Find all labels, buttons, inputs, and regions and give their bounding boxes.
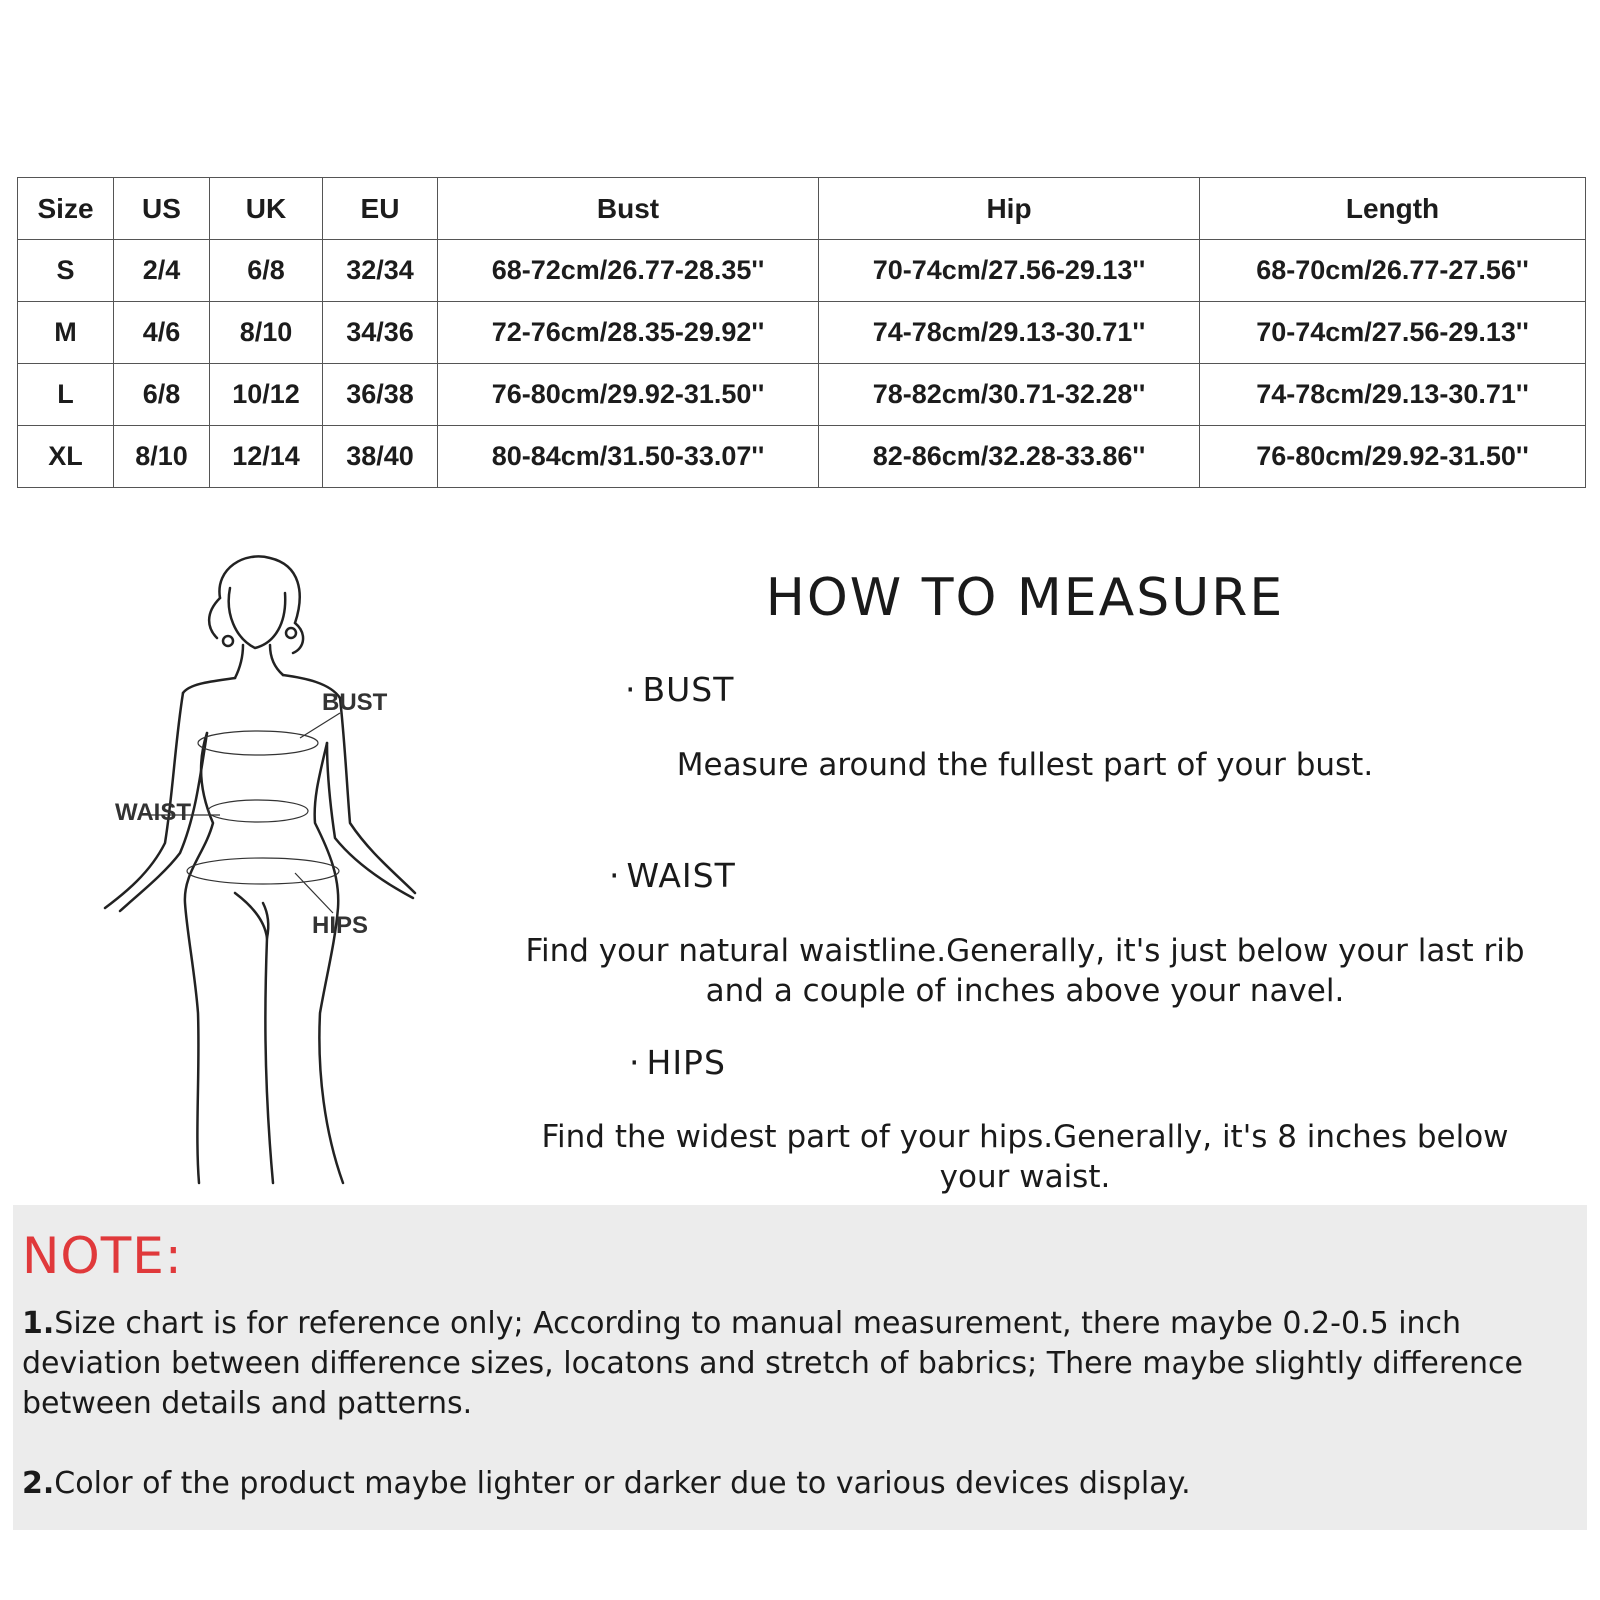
- cell-hip: 70-74cm/27.56-29.13'': [819, 240, 1200, 302]
- header-us: US: [114, 178, 210, 240]
- cell-us: 8/10: [114, 426, 210, 488]
- cell-size: XL: [18, 426, 114, 488]
- cell-hip: 74-78cm/29.13-30.71'': [819, 302, 1200, 364]
- cell-size: L: [18, 364, 114, 426]
- body-outline: [105, 556, 415, 1183]
- note-item-2: [22, 1464, 1582, 1504]
- table-row: [18, 302, 1586, 364]
- cell-length: 74-78cm/29.13-30.71'': [1200, 364, 1586, 426]
- waist-instruction: Find your natural waistline.Generally, it's just below your last rib and a couple of inches above your navel.: [525, 933, 1525, 1009]
- note-box: [13, 1205, 1587, 1530]
- cell-uk: 6/8: [210, 240, 323, 302]
- header-eu: EU: [323, 178, 438, 240]
- cell-us: 4/6: [114, 302, 210, 364]
- header-length: Length: [1200, 178, 1586, 240]
- cell-eu: 34/36: [323, 302, 438, 364]
- cell-size: M: [18, 302, 114, 364]
- cell-hip: 78-82cm/30.71-32.28'': [819, 364, 1200, 426]
- note-item-1: [22, 1304, 1582, 1424]
- hips-pointer: [295, 873, 333, 913]
- body-measurement-figure: [95, 553, 435, 1198]
- cell-size: S: [18, 240, 114, 302]
- cell-length: 68-70cm/26.77-27.56'': [1200, 240, 1586, 302]
- bust-pointer: [300, 713, 340, 738]
- waist-band: [208, 800, 308, 822]
- size-chart-table: [17, 177, 1586, 488]
- table-row: [18, 240, 1586, 302]
- waist-label: WAIST: [115, 799, 191, 826]
- table-header-row: [18, 178, 1586, 240]
- table-row: [18, 426, 1586, 488]
- header-hip: Hip: [819, 178, 1200, 240]
- cell-uk: 10/12: [210, 364, 323, 426]
- hips-label: HIPS: [312, 912, 369, 939]
- cell-eu: 38/40: [323, 426, 438, 488]
- cell-hip: 82-86cm/32.28-33.86'': [819, 426, 1200, 488]
- cell-us: 2/4: [114, 240, 210, 302]
- cell-us: 6/8: [114, 364, 210, 426]
- bust-label: BUST: [322, 689, 388, 716]
- waist-heading: · WAIST: [609, 856, 736, 895]
- bust-instruction: Measure around the fullest part of your bust.: [676, 747, 1374, 783]
- cell-bust: 72-76cm/28.35-29.92'': [438, 302, 819, 364]
- cell-eu: 32/34: [323, 240, 438, 302]
- cell-length: 76-80cm/29.92-31.50'': [1200, 426, 1586, 488]
- note-number: 2.: [22, 1466, 55, 1501]
- cell-bust: 76-80cm/29.92-31.50'': [438, 364, 819, 426]
- note-number: 1.: [22, 1306, 55, 1341]
- bust-heading: · BUST: [625, 670, 734, 709]
- cell-eu: 36/38: [323, 364, 438, 426]
- header-uk: UK: [210, 178, 323, 240]
- header-size: Size: [18, 178, 114, 240]
- hips-band: [187, 858, 339, 884]
- cell-bust: 68-72cm/26.77-28.35'': [438, 240, 819, 302]
- hips-instruction: Find the widest part of your hips.Generally, it's 8 inches below your waist.: [541, 1119, 1509, 1195]
- note-text: Color of the product maybe lighter or darker due to various devices display.: [54, 1466, 1191, 1501]
- cell-uk: 12/14: [210, 426, 323, 488]
- note-title: NOTE:: [22, 1227, 183, 1285]
- note-text: Size chart is for reference only; According to manual measurement, there maybe 0.2-0.5 inch deviation between difference sizes, locatons and stretch of babrics; There maybe slightly difference between details and patterns.: [22, 1306, 1523, 1421]
- hips-heading: · HIPS: [629, 1043, 726, 1082]
- cell-bust: 80-84cm/31.50-33.07'': [438, 426, 819, 488]
- how-to-measure-title: HOW TO MEASURE: [765, 568, 1285, 628]
- header-bust: Bust: [438, 178, 819, 240]
- cell-uk: 8/10: [210, 302, 323, 364]
- table-row: [18, 364, 1586, 426]
- bust-band: [198, 731, 318, 755]
- cell-length: 70-74cm/27.56-29.13'': [1200, 302, 1586, 364]
